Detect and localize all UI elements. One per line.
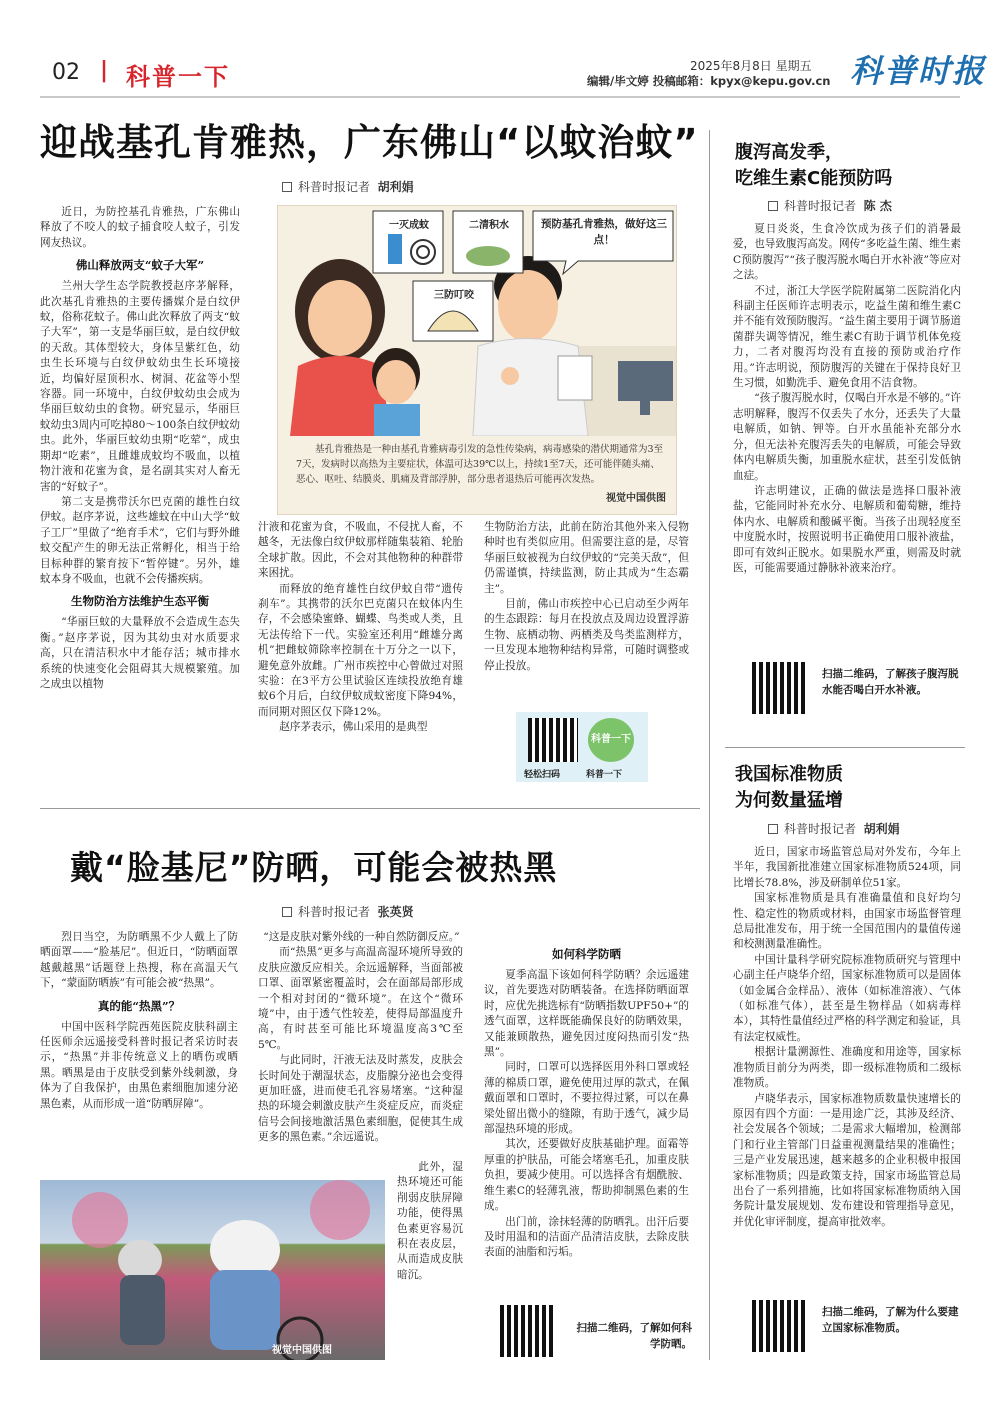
- kepu-logo: 科普一下: [588, 718, 634, 762]
- article1-column-1: [40, 205, 240, 692]
- planter-icon: [466, 246, 510, 266]
- paragraph: 其次，还要做好皮肤基础护理。面霜等厚重的护肤品，可能会堵塞毛孔，加重皮肤负担，要减少使用。可以选择含有烟酰胺、维生素C的轻薄乳液，帮助抑制黑色素的生成。: [484, 1138, 689, 1213]
- illustration-caption: 基孔肯雅热是一种由基孔肯雅病毒引发的急性传染病，病毒感染的潜伏期通常为3至7天，发病时以高热为主要症状，体温可达39℃以上，持续1至7天，还可能伴随头痛、恶心、呕吐、结膜炎、肌痛及背部浮肿，部分患者退热后可能再次发热。: [296, 444, 664, 485]
- paragraph: 中国计量科学研究院标准物质研究与管理中心副主任卢晓华介绍，国家标准物质可以是固体（如金属合金样品）、液体（如标准溶液）、气体（如标准气体），甚至是生物样品（如病毒样本），其特性量值经过严格的科学测定和验证，具有法定权威性。: [733, 953, 961, 1043]
- spray-icon: [388, 234, 402, 264]
- cyclists-photo: [40, 1180, 385, 1360]
- paragraph: “华丽巨蚊的大量释放不会造成生态失衡。”赵序茅说，因为其幼虫对水质要求高，只在清洁积水中才能存活；城市排水系统的快速变化会阻碍其大规模繁殖。加之成虫以植物: [40, 616, 240, 690]
- paragraph: 卢晓华表示，国家标准物质数量快速增长的原因有四个方面：一是用途广泛，其涉及经济、社会发展各个领域；二是需求大幅增加，检测部门和行业主管部门日益重视测量结果的准确性；三是产业发展迅速，越来越多的企业积极申报国家标准物质；四是政策支持，国家市场监管总局出台了一系列措施，比如将国家标准物质纳入国务院计量发展规划、发布建设和管理指导意见，并优化审评制度，提高审批效率。: [733, 1092, 961, 1228]
- byline-square-icon: [282, 182, 292, 192]
- paragraph: 同时，口罩可以选择医用外科口罩或轻薄的棉质口罩，避免使用过厚的款式，在佩戴面罩和口罩时，不要拉得过紧，可以在鼻梁处留出微小的缝隙，有助于透气，减少局部湿热环境的形成。: [484, 1061, 689, 1136]
- qr-code[interactable]: [500, 1305, 556, 1357]
- subheading: 真的能“热黑”？: [97, 998, 181, 1013]
- article4-column-2-tail: [397, 1160, 463, 1283]
- header-separator: |: [100, 58, 109, 83]
- rider-body: [210, 1270, 280, 1350]
- paragraph: 汁液和花蜜为食，不吸血，不侵扰人畜，不越冬，无法像白纹伊蚊那样随集装箱、轮胎全球扩散。因此，不会对其他物种的种群带来困扰。: [258, 521, 463, 580]
- article4-headline: 戴“脸基尼”防晒，可能会被热黑: [70, 848, 558, 887]
- photo-credit: 视觉中国供图: [272, 1345, 332, 1356]
- qr-label-right: 科普一下: [586, 770, 623, 780]
- qr-code[interactable]: [528, 718, 578, 762]
- article2-headline: 腹泻高发季， 吃维生素C能预防吗: [735, 142, 893, 189]
- article1-headline: 迎战基孔肯雅热，广东佛山“以蚊治蚊”: [40, 121, 699, 164]
- paragraph: 近日，为防控基孔肯雅热，广东佛山释放了不咬人的蚊子捕食咬人蚊子，引发网友热议。: [40, 206, 240, 249]
- photo-drawing: [40, 1180, 385, 1360]
- paragraph: 夏日炎炎，生食冷饮成为孩子们的消暑最爱，也导致腹泻高发。网传“多吃益生菌、维生素C预防腹泻”“孩子腹泻脱水喝白开水补液”等应对之法。: [733, 223, 961, 282]
- paragraph: 赵序茅表示，佛山采用的是典型: [279, 721, 428, 734]
- qr-label-left: 轻松扫码: [524, 770, 561, 780]
- paragraph: 目前，佛山市疾控中心已启动至少两年的生态跟踪：每月在投放点及周边设置浮游生物、底栖动物、两栖类及鸟类监测样方，一旦发现本地物种结构异常，可随时调整或停止投放。: [484, 598, 689, 672]
- article2-qr-text: 扫描二维码，了解孩子腹泻脱水能否喝白开水补液。: [822, 668, 959, 696]
- paragraph: 不过，浙江大学医学院附属第二医院消化内科副主任医师许志明表示，吃益生菌和维生素C并不能有效预防腹泻。“益生菌主要用于调节肠道菌群失调等情况，维生素C有助于调节机体免疫力，二者对腹泻均没有直接的预防或治疗作用。”许志明说，预防腹泻的关键在于保持良好卫生习惯，如勤洗手、避免食用不洁食物。: [733, 284, 961, 390]
- article1-byline: 科普时报记者 胡利娟: [282, 178, 414, 195]
- article2-byline: 科普时报记者 陈 杰: [768, 197, 892, 214]
- page-number: 02: [52, 60, 80, 85]
- box2-label: 二清积水: [469, 220, 509, 231]
- paragraph: 兰州大学生态学院教授赵序茅解释，此次基孔肯雅热的主要传播媒介是白纹伊蚊，俗称花蚊子。佛山此次释放了两支“蚊子大军”，第一支是华丽巨蚊，是白纹伊蚊的天敌。其体型较大，身体呈紫红色，幼虫生长环境与白纹伊蚊幼虫生长环境接近，均偏好屋顶积水、树洞、花盆等小型容器。同一环境中，白纹伊蚊幼虫会成为华丽巨蚊幼虫的食物。研究显示，华丽巨蚊幼虫3周内可吃掉80～100条白纹伊蚊幼虫。此外，华丽巨蚊幼虫期“吃荤”，成虫期却“吃素”，且雌雄成蚊均不吸血，以植物汁液和花蜜为食，是名副其实对人畜无害的“好蚊子”。: [40, 280, 240, 493]
- paragraph: 出门前，涂抹轻薄的防晒乳。出汗后要及时用温和的洁面产品清洁皮肤，去除皮肤表面的油脂和污垢。: [484, 1215, 689, 1259]
- child-body: [374, 404, 420, 436]
- header-rule: [40, 96, 960, 98]
- editor-contact: 编辑/毕文婷 投稿邮箱：kpyx@kepu.gov.cn: [587, 74, 831, 88]
- article4-column-2: [258, 930, 463, 1146]
- paragraph: 根据计量溯源性、准确度和用途等，国家标准物质目前分为两类，即一级标准物质和二级标准物质。: [733, 1046, 961, 1090]
- paragraph: “孩子腹泻脱水时，仅喝白开水是不够的。”许志明解释，腹泻不仅丢失了水分，还丢失了大量电解质，如钠、钾等。白开水虽能补充部分水分，但无法补充腹泻丢失的电解质，可能会导致体内电解质失衡，加重脱水症状，甚至引发低钠血症。: [733, 392, 961, 482]
- subheading: 如何科学防晒: [552, 947, 621, 961]
- article4-byline: 科普时报记者 张英贤: [282, 903, 414, 920]
- man-face: [498, 270, 558, 342]
- qr-code[interactable]: [752, 662, 808, 714]
- article4-qr-text: 扫描二维码，了解如何科学防晒。: [576, 1322, 692, 1350]
- article4-column-1: [40, 930, 238, 1112]
- qr-block: [516, 712, 648, 782]
- section-divider: [40, 808, 700, 809]
- paragraph: 夏季高温下该如何科学防晒？余远遥建议，首先要选对防晒装备。在选择防晒面罩时，应优先挑选标有“防晒指数UPF50+”的透气面罩，这样既能确保良好的防晒效果，又能兼顾散热，避免因过度闷热而引发“热黑”。: [484, 969, 689, 1059]
- article3-body: [733, 845, 961, 1230]
- article3-byline: 科普时报记者 胡利娟: [768, 820, 900, 837]
- box3-label: 三防叮咬: [434, 290, 474, 301]
- paragraph: 国家标准物质是具有准确量值和良好均匀性、稳定性的物质或材料，由国家市场监督管理总局批准发布，用于统一全国范围内的量值传递和校测测量准确性。: [733, 892, 961, 951]
- masthead-logo: 科普时报: [850, 52, 987, 90]
- article1-column-3: [484, 520, 689, 674]
- article3-headline: 我国标准物质 为何数量猛增: [735, 764, 843, 811]
- subheading: 佛山释放两支“蚊子大军”: [75, 258, 205, 273]
- side-divider: [725, 747, 965, 748]
- paragraph: 许志明建议，正确的做法是选择口服补液盐，它能同时补充水分、电解质和葡萄糖，维持体内水、电解质和酸碱平衡。当孩子出现轻度至中度脱水时，按照说明书正确使用口服补液盐，即可有效纠正脱水。如果脱水严重，则需及时就医，可能需要通过静脉补液来治疗。: [733, 484, 961, 574]
- article1-column-2: [258, 520, 463, 736]
- paragraph: 烈日当空，为防晒黑不少人戴上了防晒面罩——“脸基尼”。但近日，“防晒面罩越戴越黑”话题登上热搜，称在高温天气下，“蒙面防晒族”有可能会被“热黑”。: [40, 931, 238, 990]
- child-face: [376, 360, 416, 404]
- article4-column-3: [484, 940, 689, 1261]
- article3-qr-text: 扫描二维码，了解为什么要建立国家标准物质。: [822, 1306, 959, 1334]
- column-rule: [709, 130, 710, 1360]
- article2-body: [733, 222, 961, 576]
- section-title: 科普一下: [126, 63, 230, 91]
- paragraph: 第二支是携带沃尔巴克菌的雄性白纹伊蚊。赵序茅说，这些雄蚊在中山大学“蚊子工厂”里做了“绝育手术”，它们与野外雌蚊交配产生的卵无法正常孵化，相当于给目标种群的繁育按下“暂停键”。另外，雄蚊本身不吸血，也就不会传播疾病。: [40, 495, 240, 585]
- paragraph: 而释放的绝育雄性白纹伊蚊自带“遗传刹车”。其携带的沃尔巴克菌只在蚊体内生存，不会感染蜜蜂、蝴蝶、鸟类或人类，且无法传给下一代。实验室还利用“雌雄分离机”把雌蚊筛除率控制在十万分之一以下，避免意外放雌。广州市疾控中心曾做过对照实验：在3平方公里试验区连续投放绝育雄蚊6个月后，白纹伊蚊成蚊密度下降94%，而同期对照区仅下降12%。: [258, 582, 463, 718]
- bubble-text: 预防基孔肯雅热，做好这三点！: [541, 218, 667, 246]
- document-icon: [558, 356, 592, 400]
- illustration-credit: 视觉中国供图: [606, 493, 666, 504]
- qr-code[interactable]: [752, 1300, 808, 1352]
- monitor-icon: [618, 361, 673, 401]
- paragraph: 而“热黑”更多与高温高湿环境所导致的皮肤应激反应相关。余远遥解释，当面部被口罩、面罩紧密覆盖时，会在面部局部形成一个相对封闭的“微环境”。在这个“微环境”中，由于透气性较差，使得局部温度升高，有时甚至可能比环境温度高3℃至5℃。: [258, 946, 463, 1051]
- paragraph: 此外，湿热环境还可能削弱皮肤屏障功能，使得黑色素更容易沉积在表皮层，从而造成皮肤暗沉。: [397, 1161, 463, 1281]
- illustration: [277, 205, 677, 515]
- subheading: 生物防治方法维护生态平衡: [71, 594, 209, 609]
- issue-date: 2025年8月8日 星期五: [690, 59, 812, 73]
- box1-label: 一灭成蚊: [389, 220, 429, 231]
- byline-square-icon: [768, 824, 778, 834]
- paragraph: 生物防治方法，此前在防治其他外来入侵物种时也有类似应用。但需要注意的是，尽管华丽巨蚊被视为白纹伊蚊的“完美天敌”，但仍需谨慎，持续监测，防止其成为“生态霸主”。: [484, 521, 689, 595]
- byline-square-icon: [282, 907, 292, 917]
- byline-square-icon: [768, 201, 778, 211]
- woman-face: [308, 280, 372, 356]
- paragraph: 近日，国家市场监管总局对外发布，今年上半年，我国新批准建立国家标准物质524项，同比增长78.8%，涉及研制单位51家。: [733, 846, 961, 889]
- paragraph: “这是皮肤对紫外线的一种自然防御反应。”: [263, 931, 460, 943]
- paragraph: 中国中医科学院西苑医院皮肤科副主任医师余远遥接受科普时报记者采访时表示，“热黑”并非传统意义上的晒伤或晒黑。晒黑是由于皮肤受到紫外线刺激，身体为了自我保护，由黑色素细胞加速分泌黑色素，从而形成一道“防晒屏障”。: [40, 1020, 238, 1110]
- paragraph: 与此同时，汗液无法及时蒸发，皮肤会长时间处于潮湿状态，皮脂腺分泌也会变得更加旺盛，进而使毛孔容易堵塞。“这种湿热的环境会刺激皮肤产生炎症反应，而炎症信号会间接地激活黑色素细胞，促使其生成更多的黑色素。”余远遥说。: [258, 1054, 463, 1144]
